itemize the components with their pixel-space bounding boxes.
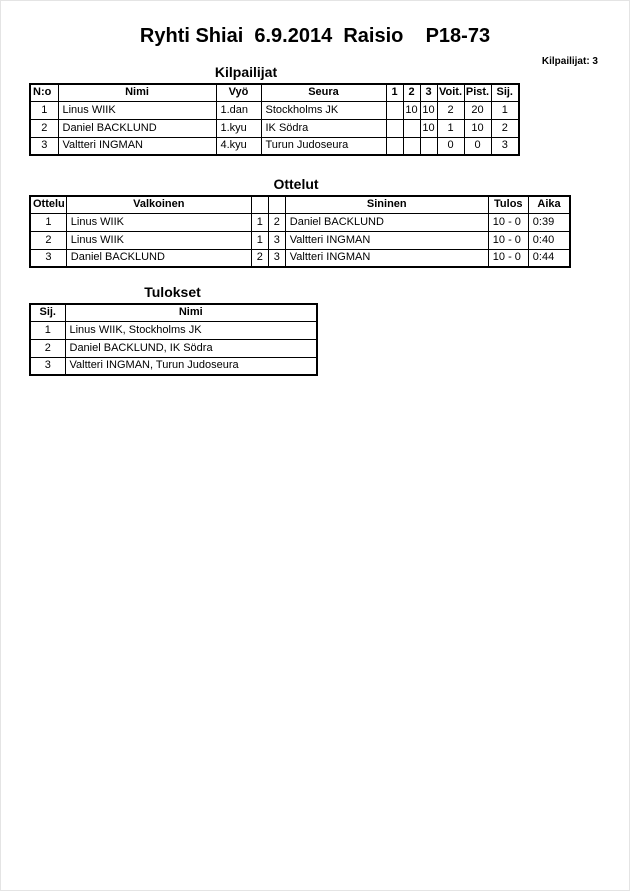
cell-pist: 20 (464, 101, 491, 119)
cell-vyo: 4.kyu (216, 137, 261, 155)
table-row (30, 119, 519, 137)
cell-score-1 (386, 137, 403, 155)
header-valkoinen: Valkoinen (66, 196, 251, 213)
cell-sij: 2 (30, 339, 65, 357)
ottelut-heading-row (29, 176, 563, 192)
header-pist: Pist. (464, 84, 491, 101)
cell-match-no: 1 (30, 213, 66, 231)
table-row (30, 357, 317, 375)
ottelut-header-row (30, 196, 570, 213)
cell-tulos: 10 - 0 (488, 249, 528, 267)
cell-seura: Stockholms JK (261, 101, 386, 119)
cell-tulos: 10 - 0 (488, 231, 528, 249)
cell-no: 1 (30, 101, 58, 119)
cell-aika: 0:44 (528, 249, 570, 267)
cell-no: 2 (30, 119, 58, 137)
cell-white-number: 1 (251, 213, 268, 231)
cell-sij: 3 (491, 137, 519, 155)
header-no: N:o (30, 84, 58, 101)
cell-score-2 (403, 119, 420, 137)
cell-white-number: 2 (251, 249, 268, 267)
header-white-number (251, 196, 268, 213)
kilpailijat-heading: Kilpailijat (214, 64, 278, 80)
kilpailijat-header-row (30, 84, 519, 101)
tulokset-header-row (30, 304, 317, 321)
cell-nimi: Linus WIIK, Stockholms JK (65, 321, 317, 339)
cell-valkoinen: Linus WIIK (66, 213, 251, 231)
cell-white-number: 1 (251, 231, 268, 249)
header-score-1: 1 (386, 84, 403, 101)
table-row (30, 321, 317, 339)
cell-sij: 3 (30, 357, 65, 375)
header-sij: Sij. (30, 304, 65, 321)
cell-vyo: 1.kyu (216, 119, 261, 137)
cell-valkoinen: Daniel BACKLUND (66, 249, 251, 267)
cell-score-2: 10 (403, 101, 420, 119)
ottelut-heading: Ottelut (273, 176, 319, 192)
table-row (30, 249, 570, 267)
header-blue-number (268, 196, 285, 213)
cell-sininen: Daniel BACKLUND (285, 213, 488, 231)
cell-tulos: 10 - 0 (488, 213, 528, 231)
table-row (30, 137, 519, 155)
cell-blue-number: 3 (268, 231, 285, 249)
cell-sij: 1 (30, 321, 65, 339)
cell-sininen: Valtteri INGMAN (285, 249, 488, 267)
cell-blue-number: 3 (268, 249, 285, 267)
tulokset-heading-row (29, 284, 316, 300)
cell-sij: 1 (491, 101, 519, 119)
cell-match-no: 2 (30, 231, 66, 249)
header-tulos: Tulos (488, 196, 528, 213)
kilpailijat-table (29, 83, 520, 156)
cell-aika: 0:40 (528, 231, 570, 249)
cell-sininen: Valtteri INGMAN (285, 231, 488, 249)
header-seura: Seura (261, 84, 386, 101)
kilpailijat-heading-row (29, 64, 463, 80)
cell-nimi: Valtteri INGMAN (58, 137, 216, 155)
cell-pist: 10 (464, 119, 491, 137)
header-sij: Sij. (491, 84, 519, 101)
cell-nimi: Daniel BACKLUND (58, 119, 216, 137)
cell-seura: Turun Judoseura (261, 137, 386, 155)
tulokset-table (29, 303, 318, 376)
table-row (30, 231, 570, 249)
header-vyo: Vyö (216, 84, 261, 101)
cell-voit: 2 (437, 101, 464, 119)
competitors-count: Kilpailijat: 3 (541, 56, 598, 67)
cell-no: 3 (30, 137, 58, 155)
cell-pist: 0 (464, 137, 491, 155)
cell-vyo: 1.dan (216, 101, 261, 119)
cell-score-1 (386, 119, 403, 137)
header-voit: Voit. (437, 84, 464, 101)
header-sininen: Sininen (285, 196, 488, 213)
header-nimi: Nimi (58, 84, 216, 101)
cell-nimi: Linus WIIK (58, 101, 216, 119)
cell-valkoinen: Linus WIIK (66, 231, 251, 249)
cell-aika: 0:39 (528, 213, 570, 231)
cell-sij: 2 (491, 119, 519, 137)
cell-score-1 (386, 101, 403, 119)
page-title: Ryhti Shiai 6.9.2014 Raisio P18-73 (139, 25, 491, 47)
table-row (30, 339, 317, 357)
header-aika: Aika (528, 196, 570, 213)
header-score-2: 2 (403, 84, 420, 101)
table-row (30, 101, 519, 119)
cell-score-3 (420, 137, 437, 155)
cell-nimi: Daniel BACKLUND, IK Södra (65, 339, 317, 357)
header-nimi: Nimi (65, 304, 317, 321)
cell-voit: 1 (437, 119, 464, 137)
table-row (30, 213, 570, 231)
cell-blue-number: 2 (268, 213, 285, 231)
cell-score-2 (403, 137, 420, 155)
cell-score-3: 10 (420, 119, 437, 137)
cell-voit: 0 (437, 137, 464, 155)
header-ottelu: Ottelu (30, 196, 66, 213)
header-score-3: 3 (420, 84, 437, 101)
cell-seura: IK Södra (261, 119, 386, 137)
tulokset-heading: Tulokset (144, 284, 201, 300)
cell-score-3: 10 (420, 101, 437, 119)
cell-nimi: Valtteri INGMAN, Turun Judoseura (65, 357, 317, 375)
ottelut-table (29, 195, 571, 268)
cell-match-no: 3 (30, 249, 66, 267)
